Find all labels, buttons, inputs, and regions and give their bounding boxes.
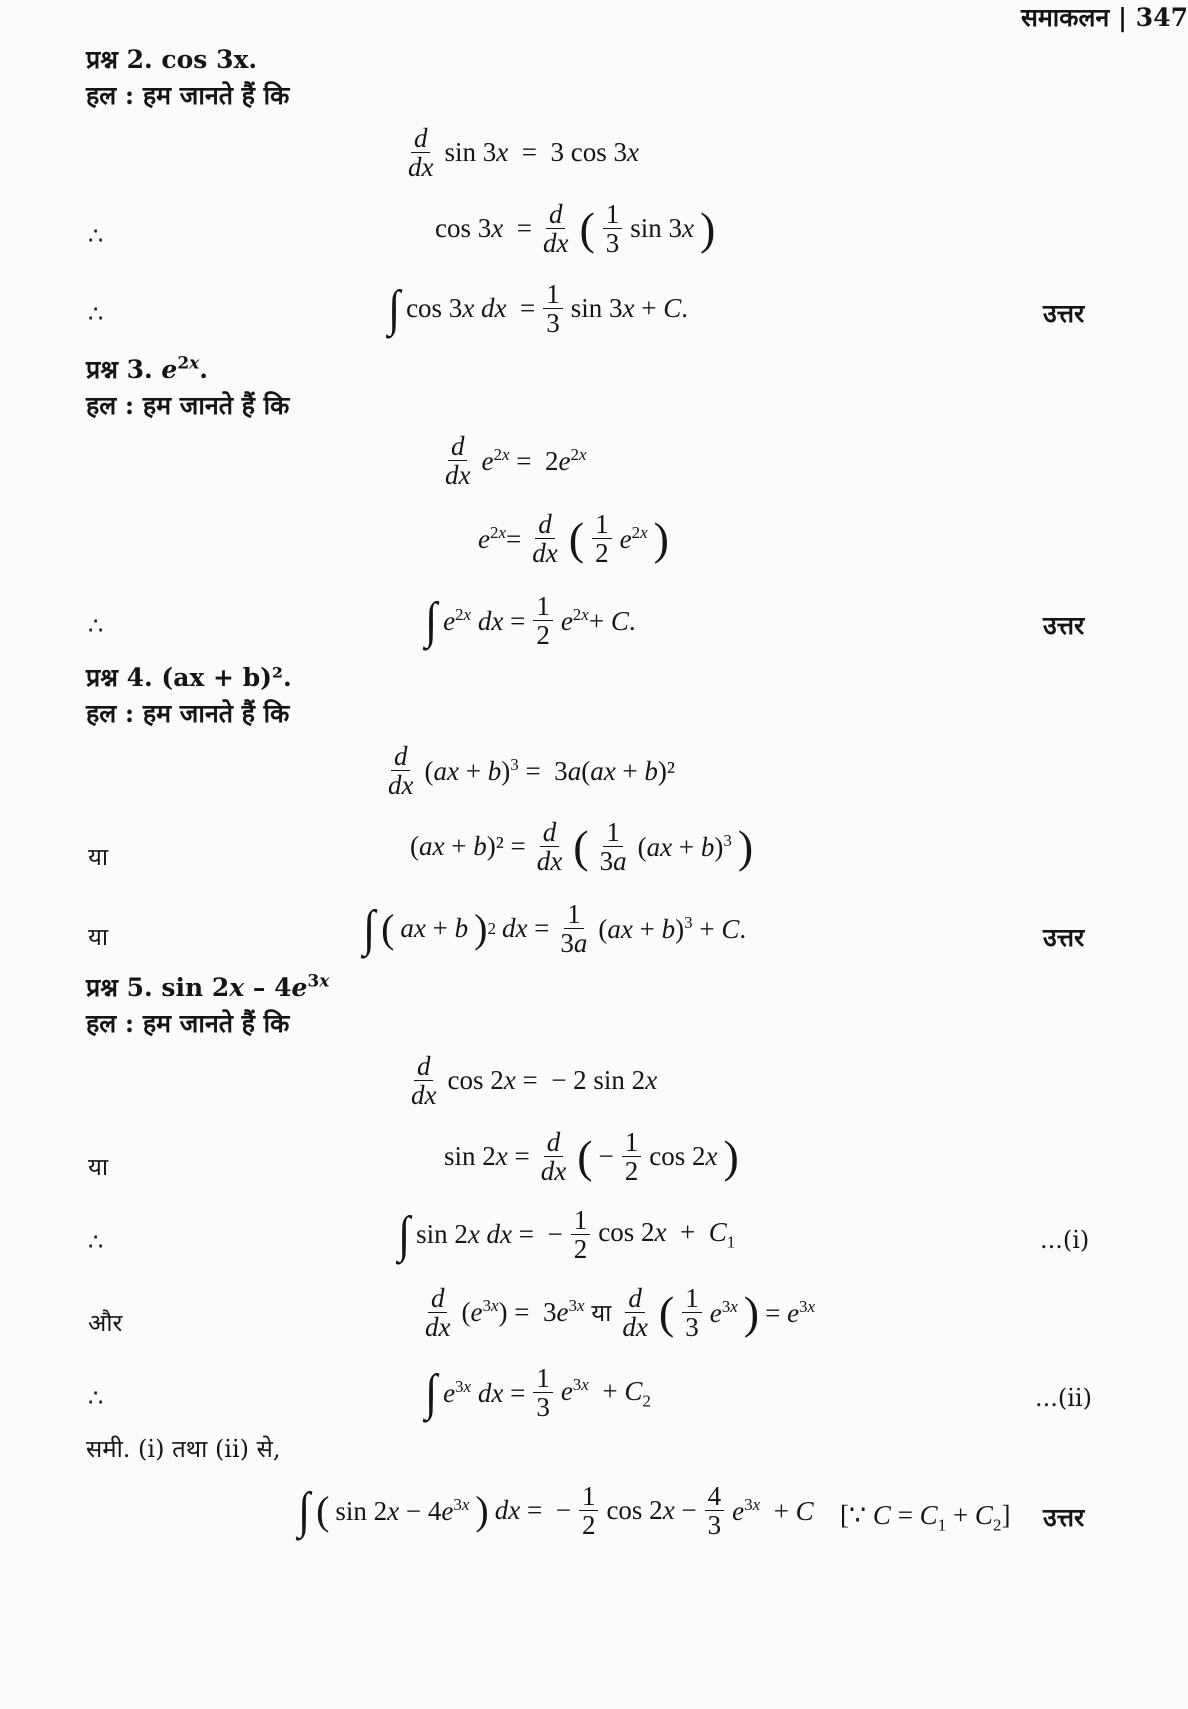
q3-eq2: $e^{2x}=$ $\frac{d}{dx}$ ( $\frac{1}{2}$ $e^{2x}$ ) (478, 509, 669, 569)
q4-eq3: ∫ ( ax + b ) 2 dx = $\frac{1}{3a}$ (ax + b)$^3$ + C. (363, 899, 747, 959)
question-5-hal: हल : हम जानते हैं कि (86, 1009, 290, 1038)
q5-eq5: ∫ $e^{3x}$ dx = $\frac{1}{3}$ $e^{3x} + C_2$ (425, 1363, 651, 1423)
q2-answer-tag: उत्तर (1043, 299, 1085, 328)
q5-final-eq: ∫ ( $\sin 2x - 4e^{3x}$ ) dx = − $\frac{1}{2}$ cos 2x − $\frac{4}{3}$ $e^{3x} + C$ (298, 1481, 814, 1541)
q4-label-2: या (88, 843, 109, 871)
q5-conclusion: समी. (i) तथा (ii) से, (86, 1435, 281, 1463)
q5-label-4: और (88, 1309, 123, 1337)
question-4-heading: प्रश्न 4. (ax + b)². (86, 663, 292, 692)
q5-label-2: या (88, 1153, 109, 1181)
q2-label-3: ∴ (88, 300, 104, 328)
q3-eq1: $\frac{d}{dx}$ $e^{2x} = 2e^{2x}$ (445, 431, 587, 491)
q5-eq3: ∫ sin 2x dx = − $\frac{1}{2}$ $\cos 2x + C_1$ (398, 1205, 736, 1265)
q5-final-note: [∵ $C = C_1 + C_2$] (840, 1500, 1011, 1535)
question-4-hal: हल : हम जानते हैं कि (86, 699, 290, 728)
question-2-hal: हल : हम जानते हैं कि (86, 81, 290, 110)
q2-eq2: cos 3x = $\frac{d}{dx}$ ( $\frac{1}{3}$ sin 3x ) (435, 199, 716, 259)
question-5-heading: प्रश्न 5. $\sin 2x - 4e^{3x}$ (86, 971, 330, 1002)
q3-label-3: ∴ (88, 612, 104, 640)
question-3-heading: प्रश्न 3. $e^{2x}$. (86, 353, 209, 384)
page-header: समाकलन | 347 (1020, 3, 1188, 32)
q5-eqnum-i: ...(i) (1040, 1226, 1090, 1254)
q5-eqnum-ii: ...(ii) (1035, 1384, 1092, 1412)
q5-eq2: sin 2x = $\frac{d}{dx}$ ( − $\frac{1}{2}$ cos 2x ) (444, 1127, 739, 1187)
q5-label-5: ∴ (88, 1384, 104, 1412)
q2-label-2: ∴ (88, 222, 104, 250)
q5-eq4: $\frac{d}{dx}$ $(e^{3x}) = 3e^{3x}$ या $\frac{d}{dx}$ ( $\frac{1}{3}$ $e^{3x}$ ) = $e^{3x}$ (425, 1283, 816, 1343)
q4-label-3: या (88, 923, 109, 951)
q2-eq3: ∫ cos 3x dx = $\frac{1}{3}$ sin 3x + C. (388, 279, 689, 339)
q4-answer-tag: उत्तर (1043, 923, 1085, 952)
q4-eq2: (ax + b)² = $\frac{d}{dx}$ ( $\frac{1}{3a}$ (ax + b)$^3$ ) (410, 817, 754, 877)
q2-eq1: $\frac{d}{dx}$ sin 3x = 3 cos 3x (408, 123, 639, 183)
question-2-heading: प्रश्न 2. cos 3x. (86, 45, 258, 74)
q5-eq1: $\frac{d}{dx}$ cos 2x = − 2 sin 2x (411, 1051, 658, 1111)
q3-answer-tag: उत्तर (1043, 611, 1085, 640)
question-3-hal: हल : हम जानते हैं कि (86, 391, 290, 420)
q5-answer-tag: उत्तर (1043, 1503, 1085, 1532)
q5-label-3: ∴ (88, 1228, 104, 1256)
q3-eq3: ∫ $e^{2x}$ dx = $\frac{1}{2}$ $e^{2x}+ C$. (425, 591, 636, 651)
q4-eq1: $\frac{d}{dx}$ (ax + b)$^3$ = 3a(ax + b)² (388, 741, 675, 801)
